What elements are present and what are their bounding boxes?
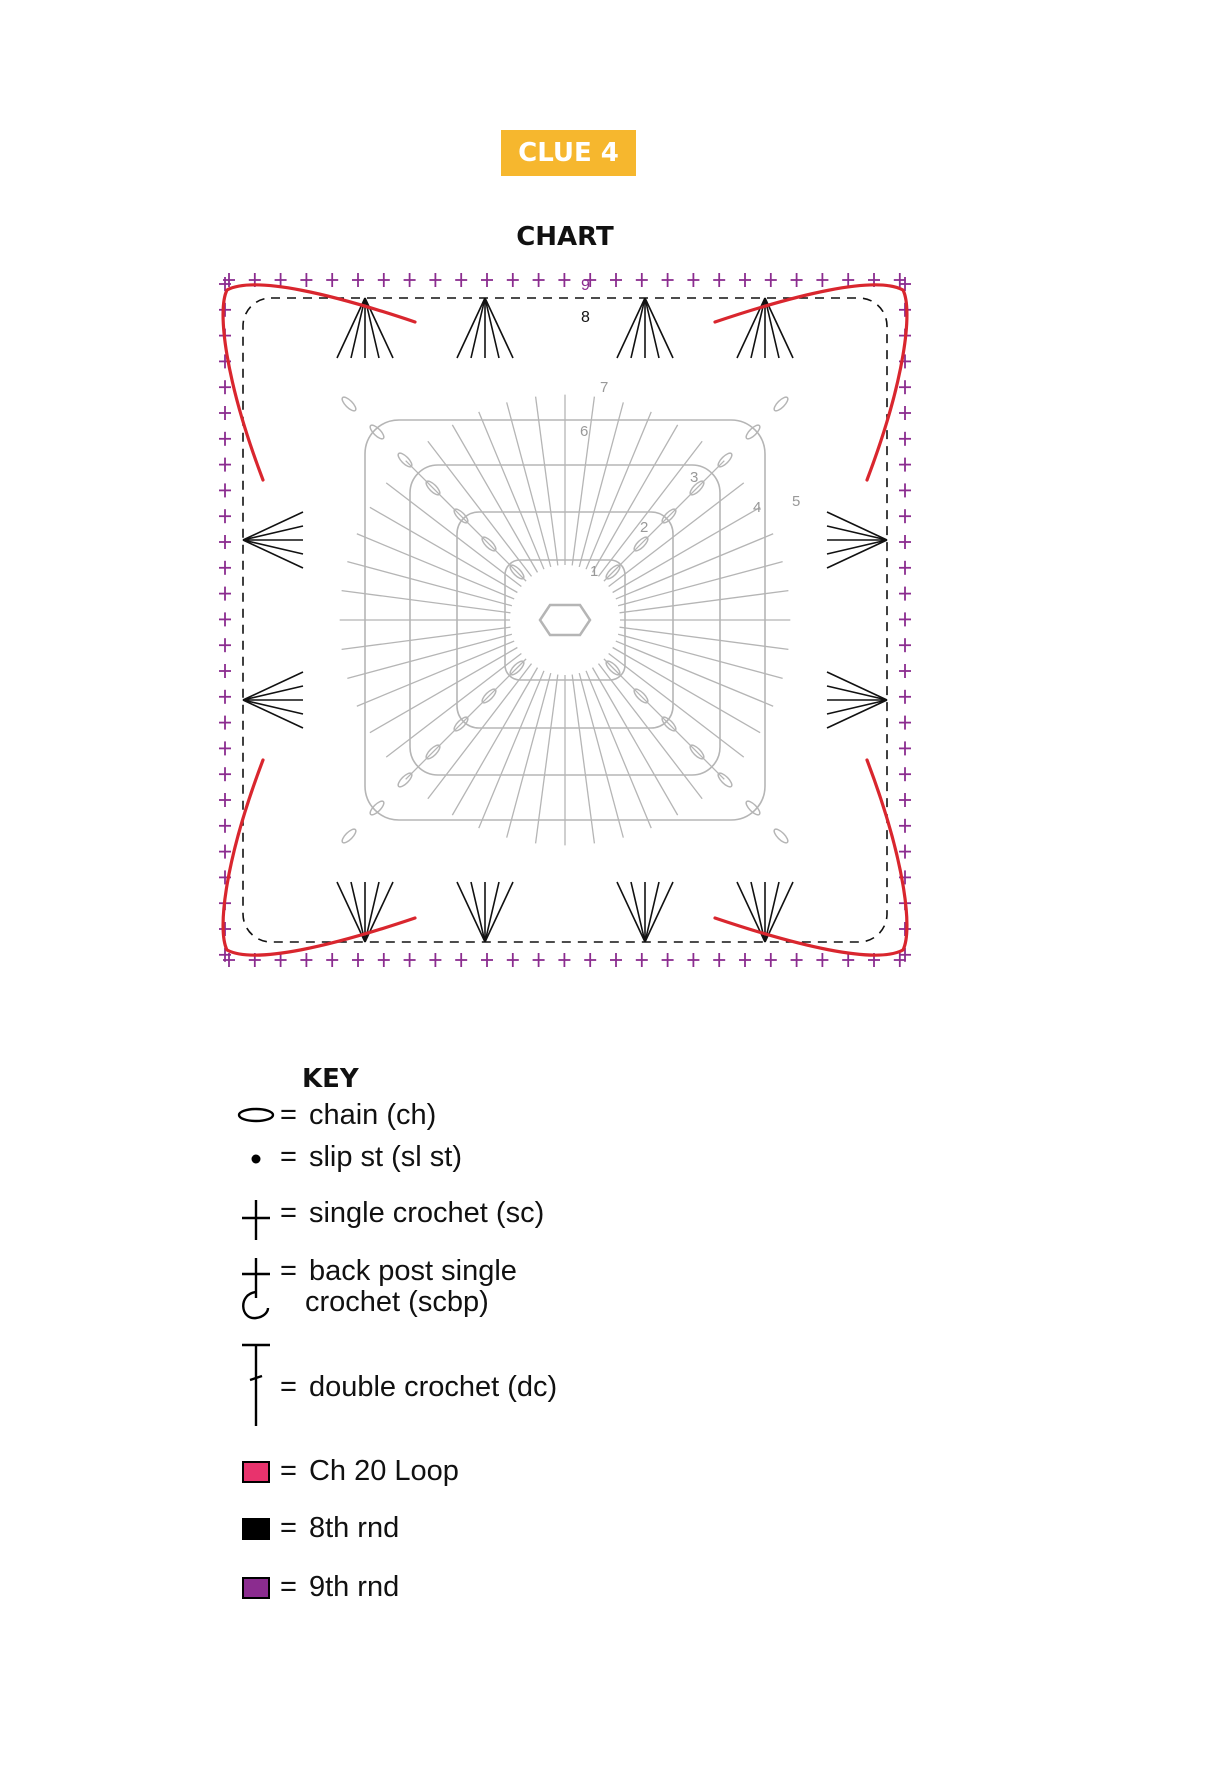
chain-mark [772,395,790,413]
radial-stitch [586,412,651,569]
round-label-6: 6 [580,423,589,440]
double-crochet-icon [236,1342,276,1428]
dc-fan [827,512,887,540]
key-equals: = [280,1512,297,1544]
ch20-loop [715,285,907,480]
dc-fan [485,298,513,358]
round-label-3: 3 [690,469,699,486]
dc-fan [631,882,645,942]
round-9-stitches [219,273,911,967]
key-equals: = [280,1197,297,1229]
dc-fan [471,298,485,358]
ch20-loop [715,760,907,955]
dc-fan [471,882,485,942]
radial-stitch [347,562,512,606]
chain-mark [716,771,734,789]
radial-stitch [357,534,514,599]
radial-stitch [598,441,702,576]
dc-fan [617,298,645,358]
dc-fan [827,700,887,714]
dc-fan [243,700,303,728]
dc-fan [243,526,303,540]
key-label: double crochet (dc) [308,1371,558,1403]
dc-fan [485,882,499,942]
chain-mark [772,827,790,845]
radial-stitch [342,591,511,613]
dc-fan [645,298,673,358]
radial-stitch [618,562,783,606]
radial-stitch [616,534,773,599]
dc-fan [485,882,513,942]
key-item-ch20-loop [236,1456,459,1487]
clue-badge: CLUE 4 [501,130,636,176]
key-item-slip-stitch [236,1142,462,1173]
radial-stitch [507,673,551,838]
chain-mark [744,799,762,817]
radial-stitch [536,397,558,566]
dc-fan [827,540,887,554]
key-equals: = [280,1255,297,1287]
chain-mark [340,827,358,845]
key-item-double-crochet [236,1342,557,1428]
key-item-back-post-single-crochet [236,1256,517,1322]
dc-fan [827,540,887,568]
key-label-line1: back post single [308,1255,517,1287]
round-label-5: 5 [792,493,801,510]
radial-stitch [579,673,623,838]
radial-stitch [479,412,544,569]
key-item-chain [236,1100,436,1131]
chain-mark [368,423,386,441]
round-8-stitches [243,298,887,942]
key-title: KEY [302,1064,359,1094]
dc-fan [337,882,365,942]
key-item-single-crochet [236,1198,544,1242]
round-label-8: 8 [581,309,590,326]
round8-frame [243,298,887,942]
radial-stitch [616,641,773,706]
key-label: 9th rnd [308,1571,400,1603]
chain-mark [744,423,762,441]
key-equals: = [280,1455,297,1487]
radial-stitch [620,591,789,613]
radial-stitch [507,402,551,567]
key-item-9th-rnd [236,1572,399,1603]
radial-stitch [609,483,744,587]
dc-fan [827,686,887,700]
radial-stitch [428,664,532,799]
key-equals: = [280,1571,297,1603]
dc-fan [645,882,659,942]
chain-mark [716,451,734,469]
dc-fan [827,526,887,540]
radial-stitch [536,675,558,844]
round-label-1: 1 [590,563,599,580]
dc-fan [243,512,303,540]
dc-fan [617,882,645,942]
round-labels [580,277,800,580]
rnd9-swatch [242,1577,270,1599]
round-label-4: 4 [753,499,762,516]
key-label: 8th rnd [308,1512,400,1544]
radial-stitch [572,675,594,844]
ch20-loop [223,285,415,480]
round-label-9: 9 [581,277,590,294]
dc-fan [457,298,485,358]
ch20-loop [223,760,415,955]
key-equals: = [280,1141,297,1173]
key-label: single crochet (sc) [308,1197,545,1229]
dc-fan [243,686,303,700]
chart-title: CHART [516,222,614,252]
chain-icon [236,1100,276,1130]
dc-fan [645,882,673,942]
key-equals: = [280,1099,297,1131]
dc-fan [631,298,645,358]
dc-fan [243,672,303,700]
dc-fan [765,298,793,358]
back-post-single-crochet-icon [236,1256,276,1322]
chain-mark [340,395,358,413]
radial-stitch [618,634,783,678]
radial-stitch [479,671,544,828]
dc-fan [243,540,303,554]
ch20-loop-swatch [242,1461,270,1483]
radial-stitch [357,641,514,706]
chain-mark [396,771,414,789]
radial-stitch [572,397,594,566]
round-label-7: 7 [600,379,609,396]
dc-fan [337,298,365,358]
chain-mark [396,451,414,469]
chain-mark [368,799,386,817]
single-crochet-icon [236,1198,276,1242]
radial-stitch [347,634,512,678]
radial-stitch [620,627,789,649]
dc-fan [765,882,793,942]
key-label: slip st (sl st) [308,1141,462,1173]
key-item-8th-rnd [236,1513,399,1544]
dc-fan [645,298,659,358]
dc-fan [457,882,485,942]
dc-fan [243,540,303,568]
radial-stitch [428,441,532,576]
round-label-2: 2 [640,519,649,536]
key-label: chain (ch) [308,1099,437,1131]
radial-stitch [386,483,521,587]
dc-fan [243,700,303,714]
dc-fan [827,700,887,728]
key-label-line2: crochet (scbp) [305,1286,489,1318]
dc-fan [827,672,887,700]
key-label: Ch 20 Loop [308,1455,459,1487]
radial-stitch [342,627,511,649]
center-ring [540,605,590,635]
previous-rounds [340,395,791,846]
radial-stitch [386,653,521,757]
radial-stitch [609,653,744,757]
slip-stitch-icon [236,1142,276,1172]
radial-stitch [586,671,651,828]
key-equals: = [280,1371,297,1403]
radial-stitch [598,664,702,799]
rnd8-swatch [242,1518,270,1540]
crochet-chart [215,270,915,970]
dc-fan [485,298,499,358]
ch20-loops [223,285,907,955]
